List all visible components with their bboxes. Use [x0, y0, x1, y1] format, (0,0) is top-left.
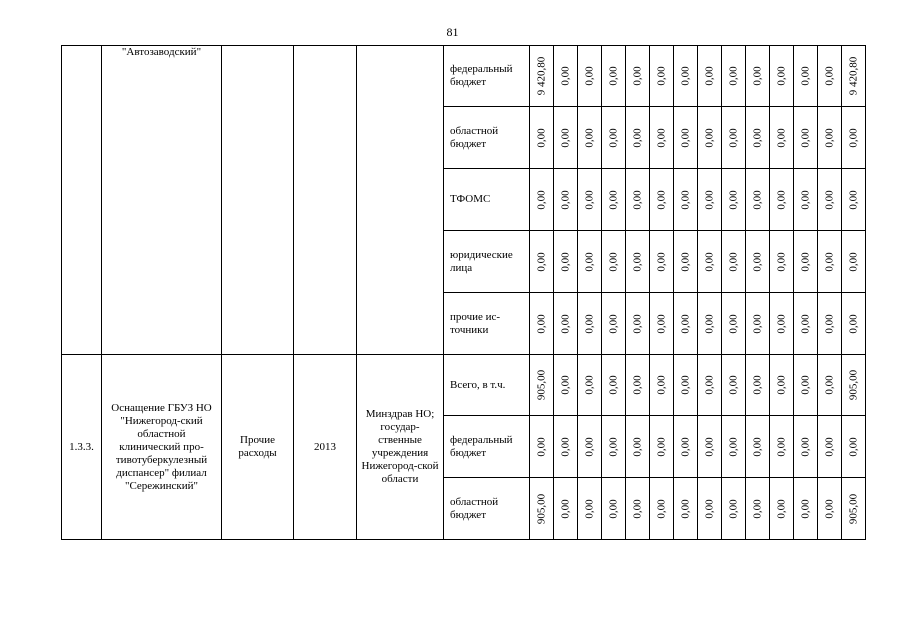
- value-text: 0,00: [799, 251, 811, 272]
- value-text: 0,00: [559, 313, 571, 334]
- value-text: 0,00: [775, 436, 787, 457]
- item-name-cell: [102, 355, 222, 540]
- value-cell: [770, 46, 794, 107]
- value-cell: [818, 416, 842, 478]
- value-text: 0,00: [583, 66, 595, 86]
- value-cell: [842, 293, 866, 355]
- year-cell: [294, 355, 357, 540]
- value-cell: [746, 293, 770, 355]
- value-text: 0,00: [727, 498, 739, 519]
- value-text: 0,00: [679, 189, 691, 210]
- value-cell: [722, 478, 746, 540]
- value-text: 0,00: [535, 127, 547, 148]
- value-text: 905,00: [535, 493, 547, 524]
- value-text: 0,00: [727, 313, 739, 334]
- value-cell: [770, 416, 794, 478]
- value-cell: [650, 231, 674, 293]
- value-text: 0,00: [727, 66, 739, 86]
- value-text: 0,00: [631, 498, 643, 519]
- value-cell: [626, 355, 650, 416]
- value-text: 0,00: [799, 313, 811, 334]
- expense-type: Прочие расходы: [238, 434, 277, 459]
- value-text: 0,00: [799, 66, 811, 86]
- value-text: 0,00: [607, 313, 619, 334]
- value-cell: [794, 293, 818, 355]
- value-text: 0,00: [607, 251, 619, 272]
- value-cell: [602, 416, 626, 478]
- value-text: 0,00: [607, 436, 619, 457]
- value-text: 0,00: [847, 436, 859, 457]
- value-cell: [650, 169, 674, 231]
- value-cell: [818, 107, 842, 169]
- value-cell: [626, 107, 650, 169]
- value-text: 0,00: [655, 189, 667, 210]
- value-text: 0,00: [847, 251, 859, 272]
- table-row: [62, 46, 866, 107]
- value-text: 0,00: [751, 127, 763, 148]
- value-text: 0,00: [679, 375, 691, 395]
- value-text: 0,00: [679, 127, 691, 148]
- value-cell: [530, 107, 554, 169]
- value-cell: [650, 293, 674, 355]
- value-text: 0,00: [607, 375, 619, 395]
- value-text: 0,00: [847, 189, 859, 210]
- value-cell: [770, 293, 794, 355]
- value-cell: [578, 478, 602, 540]
- value-cell: [626, 46, 650, 107]
- value-text: 0,00: [703, 436, 715, 457]
- value-cell: [818, 478, 842, 540]
- value-cell: [674, 355, 698, 416]
- value-cell: [602, 293, 626, 355]
- funding-source: Всего, в т.ч.: [444, 355, 530, 416]
- value-text: 0,00: [655, 313, 667, 334]
- value-text: 0,00: [751, 189, 763, 210]
- value-text: 0,00: [559, 66, 571, 86]
- value-text: 0,00: [631, 375, 643, 395]
- funding-source: областной бюджет: [444, 107, 530, 169]
- value-cell: [842, 355, 866, 416]
- value-text: 0,00: [679, 251, 691, 272]
- value-cell: [554, 231, 578, 293]
- value-text: 0,00: [799, 436, 811, 457]
- value-text: 0,00: [703, 498, 715, 519]
- value-text: 0,00: [727, 251, 739, 272]
- value-cell: [674, 293, 698, 355]
- value-text: 0,00: [583, 127, 595, 148]
- value-cell: [818, 231, 842, 293]
- value-cell: [650, 478, 674, 540]
- value-cell: [650, 107, 674, 169]
- value-cell: [698, 169, 722, 231]
- value-cell: [674, 46, 698, 107]
- value-cell: [722, 107, 746, 169]
- value-text: 0,00: [775, 498, 787, 519]
- value-cell: [602, 478, 626, 540]
- value-text: 0,00: [703, 127, 715, 148]
- value-text: 0,00: [679, 436, 691, 457]
- value-cell: [602, 107, 626, 169]
- value-cell: [530, 231, 554, 293]
- year-cell-empty: [294, 46, 357, 355]
- value-cell: [530, 46, 554, 107]
- value-cell: [650, 46, 674, 107]
- value-cell: [554, 107, 578, 169]
- value-cell: [794, 416, 818, 478]
- value-text: 0,00: [823, 498, 835, 519]
- value-cell: [770, 355, 794, 416]
- value-cell: [770, 478, 794, 540]
- value-cell: [722, 293, 746, 355]
- value-cell: [722, 46, 746, 107]
- value-text: 0,00: [631, 251, 643, 272]
- value-text: 0,00: [655, 436, 667, 457]
- value-cell: [746, 231, 770, 293]
- value-cell: [578, 416, 602, 478]
- value-text: 0,00: [823, 436, 835, 457]
- value-cell: [794, 169, 818, 231]
- funding-source: юридические лица: [444, 231, 530, 293]
- executor: Минздрав НО; государ-ственные учреждения Нижегород-ской области: [361, 408, 439, 485]
- executor-cell-empty: [357, 46, 444, 355]
- value-text: 0,00: [583, 436, 595, 457]
- value-text: 0,00: [631, 127, 643, 148]
- item-number-text: 1.3.3.: [69, 440, 94, 453]
- value-cell: [578, 231, 602, 293]
- value-cell: [554, 46, 578, 107]
- value-cell: [578, 46, 602, 107]
- value-cell: [626, 293, 650, 355]
- value-text: 0,00: [775, 189, 787, 210]
- value-text: 0,00: [703, 189, 715, 210]
- funding-source: федеральный бюджет: [444, 46, 530, 107]
- value-cell: [698, 46, 722, 107]
- value-cell: [650, 416, 674, 478]
- value-cell: [794, 107, 818, 169]
- value-cell: [674, 107, 698, 169]
- value-cell: [746, 478, 770, 540]
- executor-cell: [357, 355, 444, 540]
- value-cell: [818, 293, 842, 355]
- value-text: 0,00: [727, 436, 739, 457]
- funding-source: федеральный бюджет: [444, 416, 530, 478]
- value-text: 0,00: [679, 498, 691, 519]
- value-cell: [746, 169, 770, 231]
- value-text: 0,00: [823, 66, 835, 86]
- value-cell: [842, 478, 866, 540]
- value-cell: [842, 231, 866, 293]
- value-cell: [818, 46, 842, 107]
- value-text: 0,00: [727, 189, 739, 210]
- value-cell: [818, 169, 842, 231]
- value-text: 0,00: [535, 313, 547, 334]
- value-cell: [554, 355, 578, 416]
- value-cell: [722, 231, 746, 293]
- value-text: 0,00: [703, 251, 715, 272]
- value-cell: [578, 169, 602, 231]
- value-cell: [842, 46, 866, 107]
- facility-name: "Автозаводский": [121, 46, 202, 58]
- value-text: 0,00: [799, 375, 811, 395]
- value-cell: [746, 416, 770, 478]
- value-text: 0,00: [799, 498, 811, 519]
- value-cell: [722, 169, 746, 231]
- value-cell: [530, 478, 554, 540]
- value-text: 0,00: [607, 127, 619, 148]
- value-cell: [698, 416, 722, 478]
- value-text: 0,00: [823, 313, 835, 334]
- value-text: 0,00: [727, 375, 739, 395]
- value-cell: [578, 355, 602, 416]
- value-text: 0,00: [559, 375, 571, 395]
- value-cell: [578, 293, 602, 355]
- value-text: 0,00: [823, 375, 835, 395]
- year: 2013: [314, 440, 336, 453]
- value-cell: [674, 169, 698, 231]
- value-text: 905,00: [847, 369, 859, 401]
- expense-type-cell: [222, 355, 294, 540]
- value-cell: [674, 231, 698, 293]
- value-text: 0,00: [775, 313, 787, 334]
- value-text: 0,00: [751, 313, 763, 334]
- value-text: 905,00: [535, 369, 547, 401]
- value-text: 0,00: [535, 436, 547, 457]
- value-text: 0,00: [823, 127, 835, 148]
- value-text: 0,00: [535, 251, 547, 272]
- value-text: 0,00: [583, 313, 595, 334]
- budget-table: [61, 45, 866, 540]
- funding-source: областной бюджет: [444, 478, 530, 540]
- value-text: 0,00: [559, 189, 571, 210]
- value-cell: [674, 416, 698, 478]
- value-text: 0,00: [655, 498, 667, 519]
- value-text: 0,00: [847, 127, 859, 148]
- value-cell: [650, 355, 674, 416]
- value-text: 0,00: [823, 251, 835, 272]
- value-text: 0,00: [631, 313, 643, 334]
- value-cell: [602, 46, 626, 107]
- value-text: 0,00: [607, 189, 619, 210]
- item-number: [62, 355, 102, 540]
- value-cell: [530, 293, 554, 355]
- value-text: 0,00: [751, 436, 763, 457]
- value-cell: [602, 231, 626, 293]
- value-cell: [554, 293, 578, 355]
- value-text: 0,00: [751, 375, 763, 395]
- value-cell: [626, 169, 650, 231]
- value-cell: [746, 46, 770, 107]
- value-text: 0,00: [751, 66, 763, 86]
- value-cell: [698, 107, 722, 169]
- value-text: 0,00: [655, 66, 667, 86]
- facility-name-cell: [102, 46, 222, 355]
- value-cell: [842, 169, 866, 231]
- value-text: 0,00: [655, 127, 667, 148]
- value-cell: [602, 355, 626, 416]
- value-text: 0,00: [847, 313, 859, 334]
- value-cell: [794, 355, 818, 416]
- value-text: 9 420,80: [847, 56, 859, 96]
- value-text: 0,00: [631, 189, 643, 210]
- value-text: 0,00: [727, 127, 739, 148]
- value-text: 0,00: [655, 251, 667, 272]
- value-text: 0,00: [775, 66, 787, 86]
- value-cell: [554, 169, 578, 231]
- funding-source: ТФОМС: [444, 169, 530, 231]
- number-cell-empty: [62, 46, 102, 355]
- value-text: 0,00: [559, 251, 571, 272]
- value-text: 0,00: [631, 66, 643, 86]
- value-text: 9 420,80: [535, 56, 547, 96]
- value-cell: [794, 231, 818, 293]
- value-cell: [530, 355, 554, 416]
- value-text: 0,00: [679, 66, 691, 86]
- value-cell: [530, 416, 554, 478]
- value-text: 0,00: [703, 313, 715, 334]
- value-cell: [770, 169, 794, 231]
- value-cell: [722, 416, 746, 478]
- value-text: 0,00: [583, 251, 595, 272]
- table-body: [62, 46, 866, 540]
- value-text: 0,00: [607, 66, 619, 86]
- value-text: 0,00: [775, 251, 787, 272]
- value-cell: [770, 231, 794, 293]
- value-text: 0,00: [607, 498, 619, 519]
- value-text: 0,00: [583, 375, 595, 395]
- value-cell: [626, 478, 650, 540]
- funding-source: прочие ис-точники: [444, 293, 530, 355]
- value-text: 0,00: [559, 127, 571, 148]
- value-text: 0,00: [535, 189, 547, 210]
- item-name: Оснащение ГБУЗ НО "Нижегород-ский областной клинический про-тивотуберкулезный диспансер" филиал "Сережинский": [111, 401, 212, 492]
- expense-cell-empty: [222, 46, 294, 355]
- value-text: 905,00: [847, 493, 859, 524]
- value-cell: [746, 355, 770, 416]
- value-cell: [530, 169, 554, 231]
- value-cell: [674, 478, 698, 540]
- value-cell: [554, 416, 578, 478]
- value-cell: [794, 46, 818, 107]
- table-row: [62, 355, 866, 416]
- value-cell: [698, 355, 722, 416]
- value-cell: [578, 107, 602, 169]
- value-cell: [626, 231, 650, 293]
- value-cell: [842, 416, 866, 478]
- value-text: 0,00: [799, 189, 811, 210]
- value-text: 0,00: [751, 498, 763, 519]
- value-text: 0,00: [655, 375, 667, 395]
- value-text: 0,00: [559, 498, 571, 519]
- value-text: 0,00: [679, 313, 691, 334]
- value-text: 0,00: [775, 127, 787, 148]
- value-text: 0,00: [703, 375, 715, 395]
- value-cell: [698, 478, 722, 540]
- value-cell: [722, 355, 746, 416]
- value-cell: [818, 355, 842, 416]
- value-text: 0,00: [823, 189, 835, 210]
- value-cell: [794, 478, 818, 540]
- page-number: 81: [446, 25, 459, 39]
- value-text: 0,00: [703, 66, 715, 86]
- value-cell: [842, 107, 866, 169]
- value-text: 0,00: [751, 251, 763, 272]
- value-text: 0,00: [799, 127, 811, 148]
- value-cell: [554, 478, 578, 540]
- value-cell: [602, 169, 626, 231]
- value-cell: [746, 107, 770, 169]
- value-cell: [698, 293, 722, 355]
- value-text: 0,00: [631, 436, 643, 457]
- value-cell: [698, 231, 722, 293]
- value-text: 0,00: [775, 375, 787, 395]
- value-text: 0,00: [583, 189, 595, 210]
- value-cell: [770, 107, 794, 169]
- value-text: 0,00: [583, 498, 595, 519]
- value-cell: [626, 416, 650, 478]
- value-text: 0,00: [559, 436, 571, 457]
